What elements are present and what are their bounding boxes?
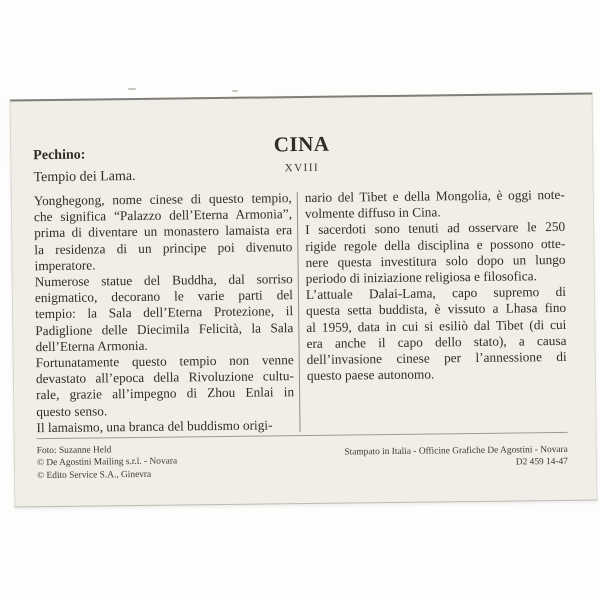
text-line: Fortunatamente questo tempio non venne [35, 352, 294, 371]
text-line: questo paese autonomo. [306, 366, 435, 384]
paragraph [36, 352, 295, 420]
text-line: dell’Eterna Armonia. [35, 337, 148, 355]
text-line: questo senso. [36, 402, 108, 419]
text-line: enigmatico, decorano le varie parti del [34, 287, 294, 306]
text-line: imperatore. [34, 257, 96, 274]
text-line: Numerose statue del Buddha, dal sorriso [34, 271, 293, 290]
text-line: al 1959, data in cui si esiliò dal Tibet (di cui [306, 316, 567, 335]
text-line: la residenza di un principe poi divenuto [34, 238, 293, 257]
city-label: Pechino: [33, 147, 86, 164]
text-line: tempio: la Sala dell’Eterna Protezione, il [35, 303, 294, 322]
footer-line: © Edito Service S.A., Ginevra [37, 469, 152, 481]
body-columns [34, 187, 568, 436]
text-line: Il lamaismo, una branca del buddismo origi- [36, 417, 273, 436]
footer-line: Foto: Suzanne Held [36, 445, 112, 457]
text-line: nario del Tibet e della Mongolia, è oggi note- [304, 186, 565, 205]
text-line: prima di diventare un monastero lamaista era [34, 222, 293, 241]
paragraph [35, 271, 294, 355]
paragraph [305, 187, 565, 222]
text-line: rigide regole della disciplina e possono otte- [305, 235, 566, 254]
photo-artifact [232, 90, 238, 92]
text-line: devastato all’epoca della Rivoluzione cultu- [35, 368, 294, 387]
footer-line: Stampato in Italia - Officine Grafiche De Agostini - Novara [344, 444, 568, 458]
text-line: periodo di iniziazione religiosa e filosofica. [305, 268, 537, 286]
left-text-column [34, 190, 295, 436]
right-text-column [305, 187, 567, 385]
footer [37, 439, 568, 482]
text-line: nere questa investitura solo dopo un lungo [305, 251, 566, 270]
text-line: rale, grazie all’impegno di Zhou Enlai in [36, 384, 295, 403]
text-line: Yonghegong, nome cinese di questo tempio, [33, 190, 292, 209]
paragraph [34, 190, 293, 274]
text-line: questa setta buddista, è vissuto a Lhasa fino [306, 300, 567, 319]
text-line: dell’invasione cinese per l’annessione di [306, 348, 567, 367]
postcard-back [10, 93, 598, 508]
text-line: L’attuale Dalai-Lama, capo supremo di [305, 284, 567, 303]
print-info-block [344, 444, 568, 479]
text-line: Padiglione delle Diecimila Felicità, la Sala [35, 319, 294, 338]
text-line: I sacerdoti sono tenuti ad osservare le 250 [305, 219, 566, 238]
photo-artifact [128, 88, 136, 90]
text-line: era anche il capo dello stato), a causa [306, 332, 567, 351]
text-line: che significa “Palazzo dell’Eterna Armonia”, [33, 206, 293, 225]
paragraph [36, 417, 294, 436]
text-line: volmente diffuso in Cina. [304, 204, 441, 222]
location-block [33, 147, 135, 185]
column-divider [297, 192, 301, 432]
paragraph [306, 284, 567, 384]
series-number: XVIII [284, 161, 320, 175]
footer-line: D2 459 14-47 [515, 457, 569, 468]
country-title: CINA [273, 131, 330, 157]
paragraph [305, 219, 566, 287]
photo-credits-block [37, 444, 178, 483]
footer-line: © De Agostini Mailing s.r.l. - Novara [36, 456, 178, 469]
subject-label: Tempio dei Lama. [33, 168, 136, 186]
